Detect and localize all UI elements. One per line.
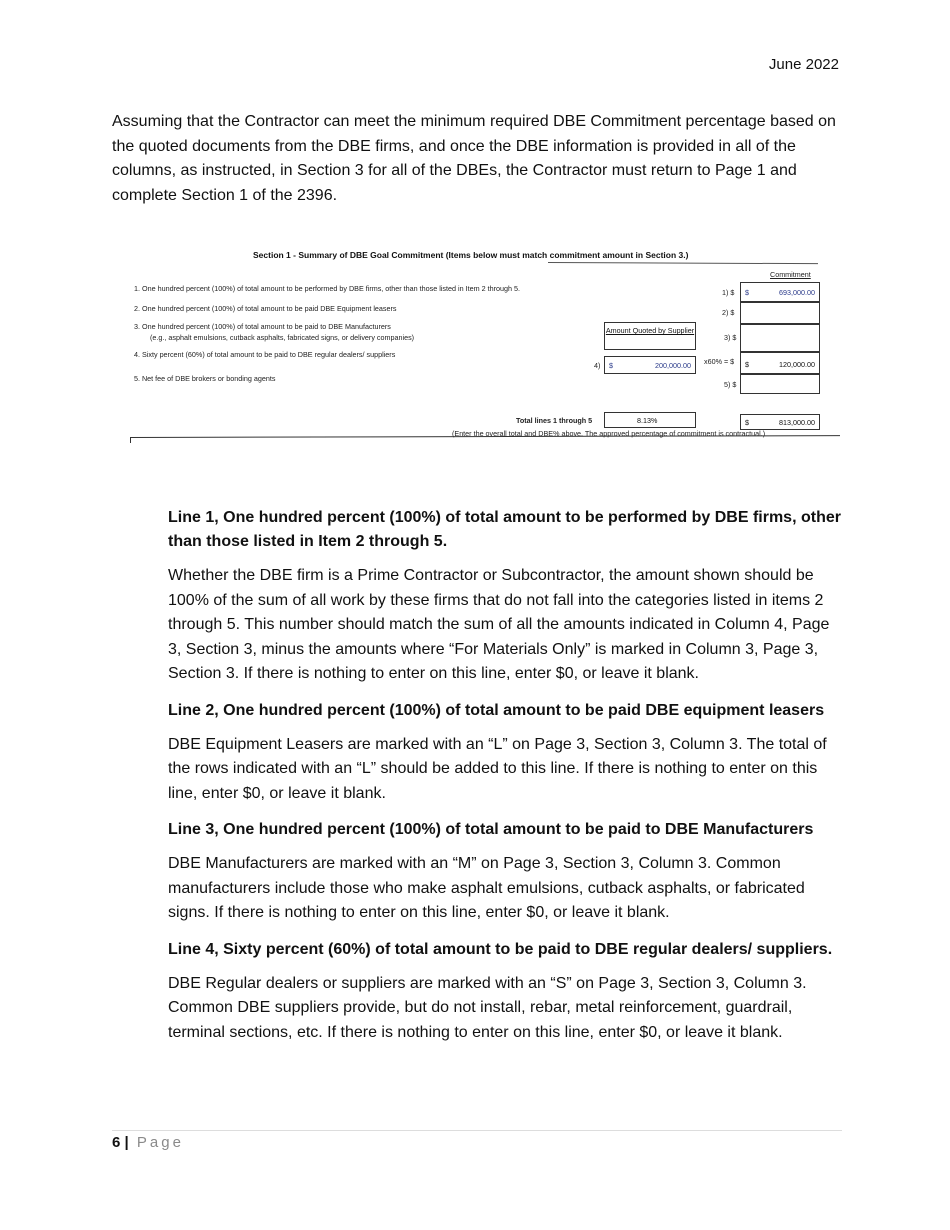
line-4-heading: Line 4, Sixty percent (60%) of total amount to be paid to DBE regular dealers/ suppliers. [168, 940, 833, 958]
form-item-4: 4. Sixty percent (60%) of total amount to be paid to DBE regular dealers/ suppliers [134, 350, 396, 359]
line-4-label: x60% = $ [704, 357, 735, 366]
line-explanations [168, 506, 844, 1057]
form-item-3-example: (e.g., asphalt emulsions, cutback asphalts, fabricated signs, or delivery companies) [150, 333, 415, 342]
line-5-box [740, 374, 820, 394]
line-1-label: 1) $ [722, 288, 735, 297]
page-date: June 2022 [768, 56, 839, 73]
line-5-label: 5) $ [724, 380, 737, 389]
line-2-label: 2) $ [722, 308, 735, 317]
quoted-amount-box [604, 356, 696, 374]
form-item-1: 1. One hundred percent (100%) of total amount to be performed by DBE firms, other than those listed in Item 2 through 5. [134, 284, 520, 293]
footer-separator: | [124, 1134, 129, 1151]
form-bottom-tick [130, 437, 131, 443]
dbe-summary-form-image [128, 244, 840, 446]
form-item-3: 3. One hundred percent (100%) of total amount to be paid to DBE Manufacturers [134, 322, 391, 331]
line-4-box [740, 352, 820, 374]
line-4-currency: $ [745, 360, 749, 369]
quoted-currency: $ [609, 361, 613, 370]
footer-rule [112, 1130, 842, 1131]
page-word: Page [136, 1134, 184, 1151]
quoted-header-box [604, 322, 696, 350]
line-1-body: Whether the DBE firm is a Prime Contractor or Subcontractor, the amount shown should be 100% of the sum of all work by these firms that do not fall into the categories listed in items 2 through 5. This number should match the sum of all the amounts indicated in Column 4, Page 3, Section 3, minus the amounts where “For Materials Only” is marked in Column 3, Page 3, Section 3. If there is nothing to enter on this line, enter $0, or leave it blank. [168, 567, 830, 682]
quoted-header: Amount Quoted by Supplier [605, 326, 695, 335]
line-4-prefix: 4) [594, 361, 601, 370]
line-2-heading: Line 2, One hundred percent (100%) of total amount to be paid DBE equipment leasers [168, 701, 825, 719]
total-percent-box [604, 412, 696, 428]
line-3-label: 3) $ [724, 333, 737, 342]
line-2-box [740, 302, 820, 324]
line-3-box [740, 324, 820, 352]
quoted-value: 200,000.00 [655, 361, 691, 370]
line-3-body: DBE Manufacturers are marked with an “M” on Page 3, Section 3, Column 3. Common manufacturers include those who make asphalt emulsions, cutback asphalts, or fabricated signs. If there is nothing to enter on this line, enter $0, or leave it blank. [168, 855, 805, 921]
page-footer [112, 1134, 184, 1151]
line-4-value: 120,000.00 [779, 360, 815, 369]
line-1-box [740, 282, 820, 302]
total-percent: 8.13% [637, 416, 658, 425]
line-4-body: DBE Regular dealers or suppliers are marked with an “S” on Page 3, Section 3, Column 3. Common DBE suppliers provide, but do not install, rebar, metal reinforcement, guardrail, terminal sections, etc. If there is nothing to enter on this line, enter $0, or leave it blank. [168, 974, 807, 1041]
line-1-heading: Line 1, One hundred percent (100%) of total amount to be performed by DBE firms, other than those listed in Item 2 through 5. [168, 509, 841, 550]
form-section-title: Section 1 - Summary of DBE Goal Commitment (Items below must match commitment amount in Section 3.) [253, 250, 689, 260]
total-value-box [740, 414, 820, 430]
form-item-2: 2. One hundred percent (100%) of total amount to be paid DBE Equipment leasers [134, 304, 397, 313]
form-title-rule [548, 262, 818, 264]
line-3-heading: Line 3, One hundred percent (100%) of total amount to be paid to DBE Manufacturers [168, 821, 814, 838]
intro-paragraph: Assuming that the Contractor can meet the minimum required DBE Commitment percentage based on the quoted documents from the DBE firms, and once the DBE information is provided in all of the columns, as instructed, in Section 3 for all of the DBEs, the Contractor must return to Page 1 and complete Section 1 of the 2396. [112, 113, 836, 204]
form-item-5: 5. Net fee of DBE brokers or bonding agents [134, 374, 276, 383]
total-value: 813,000.00 [779, 418, 815, 427]
page-number: 6 [112, 1134, 121, 1151]
total-label: Total lines 1 through 5 [516, 416, 593, 425]
commitment-header: Commitment [770, 270, 811, 279]
total-currency: $ [745, 418, 749, 427]
line-2-body: DBE Equipment Leasers are marked with an “L” on Page 3, Section 3, Column 3. The total of the rows indicated with an “L” should be added to this line. If there is nothing to enter on this line, enter $0, or leave it blank. [168, 735, 827, 802]
line-1-value: 693,000.00 [779, 288, 815, 297]
form-note: (Enter the overall total and DBE% above. The approved percentage of commitment is contractual.) [452, 429, 766, 438]
line-1-currency: $ [745, 288, 749, 297]
